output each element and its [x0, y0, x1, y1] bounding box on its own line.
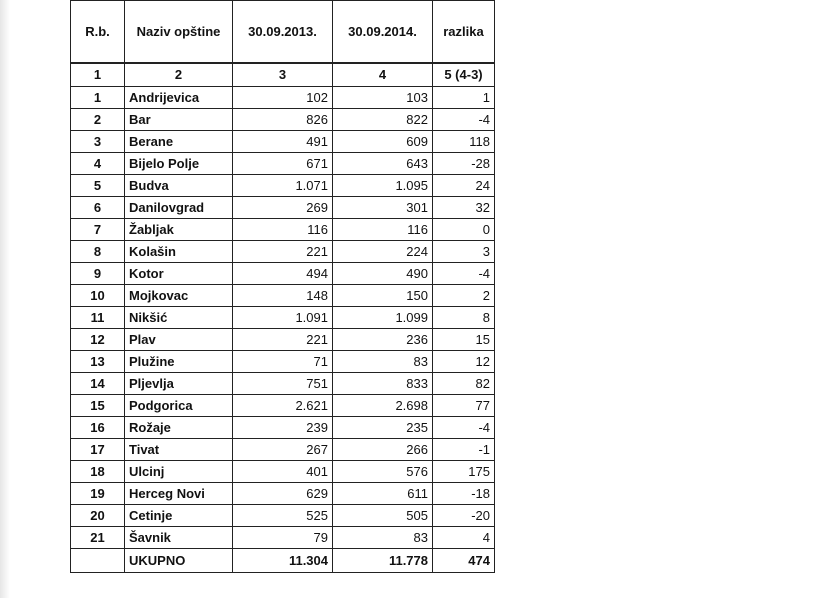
table-row	[71, 109, 495, 131]
difference: 12	[433, 351, 495, 373]
difference: 8	[433, 307, 495, 329]
value-2014: 1.095	[333, 175, 433, 197]
municipality-name: Žabljak	[125, 219, 233, 241]
value-2014: 576	[333, 461, 433, 483]
value-2013: 671	[233, 153, 333, 175]
row-number: 12	[71, 329, 125, 351]
municipality-name: Šavnik	[125, 527, 233, 549]
table-row	[71, 285, 495, 307]
total-label: UKUPNO	[125, 549, 233, 573]
table-row	[71, 175, 495, 197]
column-numbering-row	[71, 63, 495, 87]
value-2013: 116	[233, 219, 333, 241]
value-2014: 643	[333, 153, 433, 175]
municipality-name: Nikšić	[125, 307, 233, 329]
value-2013: 267	[233, 439, 333, 461]
value-2014: 301	[333, 197, 433, 219]
table-row	[71, 373, 495, 395]
municipality-name: Ulcinj	[125, 461, 233, 483]
value-2013: 1.071	[233, 175, 333, 197]
total-diff: 474	[433, 549, 495, 573]
difference: -1	[433, 439, 495, 461]
difference: -4	[433, 417, 495, 439]
municipality-name: Mojkovac	[125, 285, 233, 307]
row-number: 10	[71, 285, 125, 307]
value-2013: 269	[233, 197, 333, 219]
table-row	[71, 329, 495, 351]
table-row	[71, 153, 495, 175]
row-number: 1	[71, 87, 125, 109]
difference: 0	[433, 219, 495, 241]
municipality-name: Danilovgrad	[125, 197, 233, 219]
value-2013: 79	[233, 527, 333, 549]
value-2013: 2.621	[233, 395, 333, 417]
row-number: 13	[71, 351, 125, 373]
header-2013: 30.09.2013.	[233, 1, 333, 63]
difference: 24	[433, 175, 495, 197]
value-2014: 235	[333, 417, 433, 439]
value-2014: 833	[333, 373, 433, 395]
municipality-name: Kotor	[125, 263, 233, 285]
municipality-name: Rožaje	[125, 417, 233, 439]
difference: 4	[433, 527, 495, 549]
table-row	[71, 461, 495, 483]
municipality-name: Bijelo Polje	[125, 153, 233, 175]
value-2013: 401	[233, 461, 333, 483]
value-2014: 103	[333, 87, 433, 109]
table-row	[71, 439, 495, 461]
difference: -4	[433, 263, 495, 285]
municipality-name: Bar	[125, 109, 233, 131]
table-row	[71, 351, 495, 373]
value-2013: 148	[233, 285, 333, 307]
municipality-name: Herceg Novi	[125, 483, 233, 505]
total-2014: 11.778	[333, 549, 433, 573]
numbering-2: 2	[125, 63, 233, 87]
value-2013: 239	[233, 417, 333, 439]
difference: -28	[433, 153, 495, 175]
header-rb: R.b.	[71, 1, 125, 63]
municipality-name: Berane	[125, 131, 233, 153]
row-number: 9	[71, 263, 125, 285]
table-row	[71, 263, 495, 285]
numbering-3: 3	[233, 63, 333, 87]
value-2014: 822	[333, 109, 433, 131]
value-2013: 525	[233, 505, 333, 527]
value-2013: 71	[233, 351, 333, 373]
value-2013: 751	[233, 373, 333, 395]
numbering-1: 1	[71, 63, 125, 87]
value-2014: 224	[333, 241, 433, 263]
municipality-name: Andrijevica	[125, 87, 233, 109]
table-header-row	[71, 1, 495, 63]
value-2014: 236	[333, 329, 433, 351]
difference: 15	[433, 329, 495, 351]
row-number: 19	[71, 483, 125, 505]
value-2014: 83	[333, 527, 433, 549]
row-number: 15	[71, 395, 125, 417]
municipality-name: Pljevlja	[125, 373, 233, 395]
municipality-name: Plav	[125, 329, 233, 351]
difference: 175	[433, 461, 495, 483]
row-number: 11	[71, 307, 125, 329]
value-2014: 609	[333, 131, 433, 153]
table-row	[71, 197, 495, 219]
difference: 2	[433, 285, 495, 307]
municipality-table	[70, 0, 495, 573]
difference: 1	[433, 87, 495, 109]
value-2014: 83	[333, 351, 433, 373]
value-2014: 490	[333, 263, 433, 285]
numbering-5: 5 (4-3)	[433, 63, 495, 87]
municipality-name: Plužine	[125, 351, 233, 373]
value-2014: 1.099	[333, 307, 433, 329]
table-row	[71, 527, 495, 549]
value-2014: 611	[333, 483, 433, 505]
value-2014: 505	[333, 505, 433, 527]
table-row	[71, 417, 495, 439]
municipality-name: Budva	[125, 175, 233, 197]
table-row	[71, 395, 495, 417]
difference: 3	[433, 241, 495, 263]
value-2014: 2.698	[333, 395, 433, 417]
value-2014: 266	[333, 439, 433, 461]
municipality-name: Tivat	[125, 439, 233, 461]
value-2013: 221	[233, 241, 333, 263]
total-rb	[71, 549, 125, 573]
difference: 77	[433, 395, 495, 417]
row-number: 7	[71, 219, 125, 241]
table-row	[71, 131, 495, 153]
header-2014: 30.09.2014.	[333, 1, 433, 63]
row-number: 16	[71, 417, 125, 439]
municipality-name: Podgorica	[125, 395, 233, 417]
table-row	[71, 505, 495, 527]
row-number: 4	[71, 153, 125, 175]
difference: -4	[433, 109, 495, 131]
table-body	[71, 87, 495, 549]
difference: -18	[433, 483, 495, 505]
municipality-name: Kolašin	[125, 241, 233, 263]
table-row	[71, 87, 495, 109]
value-2013: 102	[233, 87, 333, 109]
row-number: 14	[71, 373, 125, 395]
municipality-name: Cetinje	[125, 505, 233, 527]
row-number: 18	[71, 461, 125, 483]
total-2013: 11.304	[233, 549, 333, 573]
value-2013: 494	[233, 263, 333, 285]
difference: -20	[433, 505, 495, 527]
numbering-4: 4	[333, 63, 433, 87]
value-2014: 150	[333, 285, 433, 307]
value-2013: 1.091	[233, 307, 333, 329]
row-number: 20	[71, 505, 125, 527]
row-number: 6	[71, 197, 125, 219]
value-2013: 491	[233, 131, 333, 153]
row-number: 3	[71, 131, 125, 153]
difference: 82	[433, 373, 495, 395]
table-row	[71, 307, 495, 329]
value-2013: 629	[233, 483, 333, 505]
row-number: 17	[71, 439, 125, 461]
value-2014: 116	[333, 219, 433, 241]
header-diff: razlika	[433, 1, 495, 63]
row-number: 5	[71, 175, 125, 197]
row-number: 8	[71, 241, 125, 263]
table-row	[71, 483, 495, 505]
row-number: 2	[71, 109, 125, 131]
row-number: 21	[71, 527, 125, 549]
value-2013: 826	[233, 109, 333, 131]
difference: 32	[433, 197, 495, 219]
total-row	[71, 549, 495, 573]
table-row	[71, 219, 495, 241]
header-name: Naziv opštine	[125, 1, 233, 63]
table-row	[71, 241, 495, 263]
difference: 118	[433, 131, 495, 153]
page-edge-shadow	[0, 0, 10, 598]
value-2013: 221	[233, 329, 333, 351]
